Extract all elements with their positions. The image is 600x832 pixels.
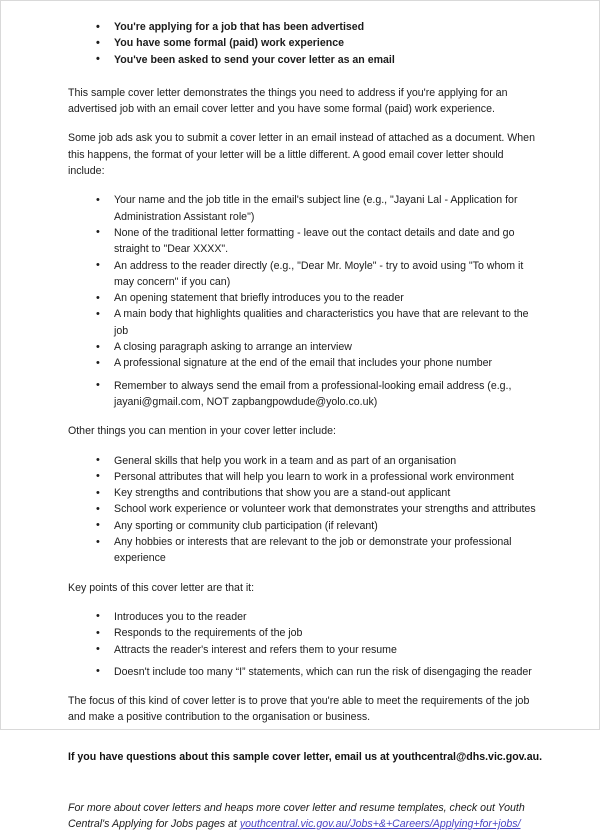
list-item: • Remember to always send the email from a professional-looking email address (e.g., jayani@gmail.com, NOT zapbangpowdude@yolo.co.uk) [68,378,543,411]
list-item: • Personal attributes that will help you learn to work in a professional work environment [68,469,543,485]
footer-paragraph [68,800,543,832]
list-item: • Any sporting or community club participation (if relevant) [68,518,543,534]
list-item: • Doesn't include too many “I” statements, which can run the risk of disengaging the reader [68,664,543,680]
spacer [68,776,543,789]
spacer [68,117,543,130]
list-item: • Attracts the reader's interest and refers them to your resume [68,642,543,658]
list-item: • General skills that help you work in a team and as part of an organisation [68,453,543,469]
other-things-paragraph: Other things you can mention in your cover letter include: [68,425,336,438]
key-points-bullet-list [68,609,543,680]
list-item: • School work experience or volunteer work that demonstrates your strengths and attributes [68,501,543,517]
spacer [68,440,543,453]
list-item: • Any hobbies or interests that are relevant to the job or demonstrate your professional experience [68,534,543,567]
spacer [68,680,543,693]
spacer [68,410,543,423]
list-item: • An opening statement that briefly introduces you to the reader [68,290,543,306]
list-item: • None of the traditional letter formatting - leave out the contact details and date and go straight to "Dear XXXX". [68,225,543,258]
email-include-bullet-list [68,192,543,410]
list-item: • Introduces you to the reader [68,609,543,625]
spacer [68,726,543,739]
email-format-paragraph: Some job ads ask you to submit a cover letter in an email instead of attached as a document. When this happens, the format of your letter will be a little different. A good email cover letter should include: [68,132,535,178]
contact-line: If you have questions about this sample cover letter, email us at youthcentral@dhs.vic.gov.au. [68,751,543,764]
list-item: • Key strengths and contributions that show you are a stand-out applicant [68,485,543,501]
focus-paragraph: The focus of this kind of cover letter is to prove that you're able to meet the requirements of the job and make a positive contribution to the organisation or business. [68,695,530,724]
list-item: • An address to the reader directly (e.g., "Dear Mr. Moyle" - try to avoid using "To whom it may concern" if you can) [68,258,543,291]
spacer [68,179,543,192]
list-item: • You're applying for a job that has been advertised [68,19,543,35]
key-points-paragraph: Key points of this cover letter are that it: [68,581,255,594]
spacer [68,68,543,85]
footer-text: For more about cover letters and heaps more cover letter and resume templates, check out Youth Central's Applying for Jobs pages at [68,801,525,831]
youth-central-link[interactable]: youthcentral.vic.gov.au/Jobs+&+Careers/Applying+for+jobs/ [239,818,521,831]
list-item: • Responds to the requirements of the job [68,625,543,641]
list-item: • Your name and the job title in the email's subject line (e.g., "Jayani Lal - Application for Administration Assistant role") [68,192,543,225]
list-item: • You've been asked to send your cover letter as an email [68,52,543,68]
other-things-bullet-list [68,453,543,567]
spacer [68,567,543,580]
intro-bullet-list [68,19,543,68]
list-item: • A closing paragraph asking to arrange an interview [68,339,543,355]
list-item: • You have some formal (paid) work experience [68,35,543,51]
list-item: • A professional signature at the end of the email that includes your phone number [68,355,543,371]
spacer [68,596,543,609]
list-item: • A main body that highlights qualities and characteristics you have that are relevant to the job [68,306,543,339]
intro-paragraph: This sample cover letter demonstrates the things you need to address if you're applying for an advertised job with an email cover letter and you have some formal (paid) work experience. [68,86,508,116]
